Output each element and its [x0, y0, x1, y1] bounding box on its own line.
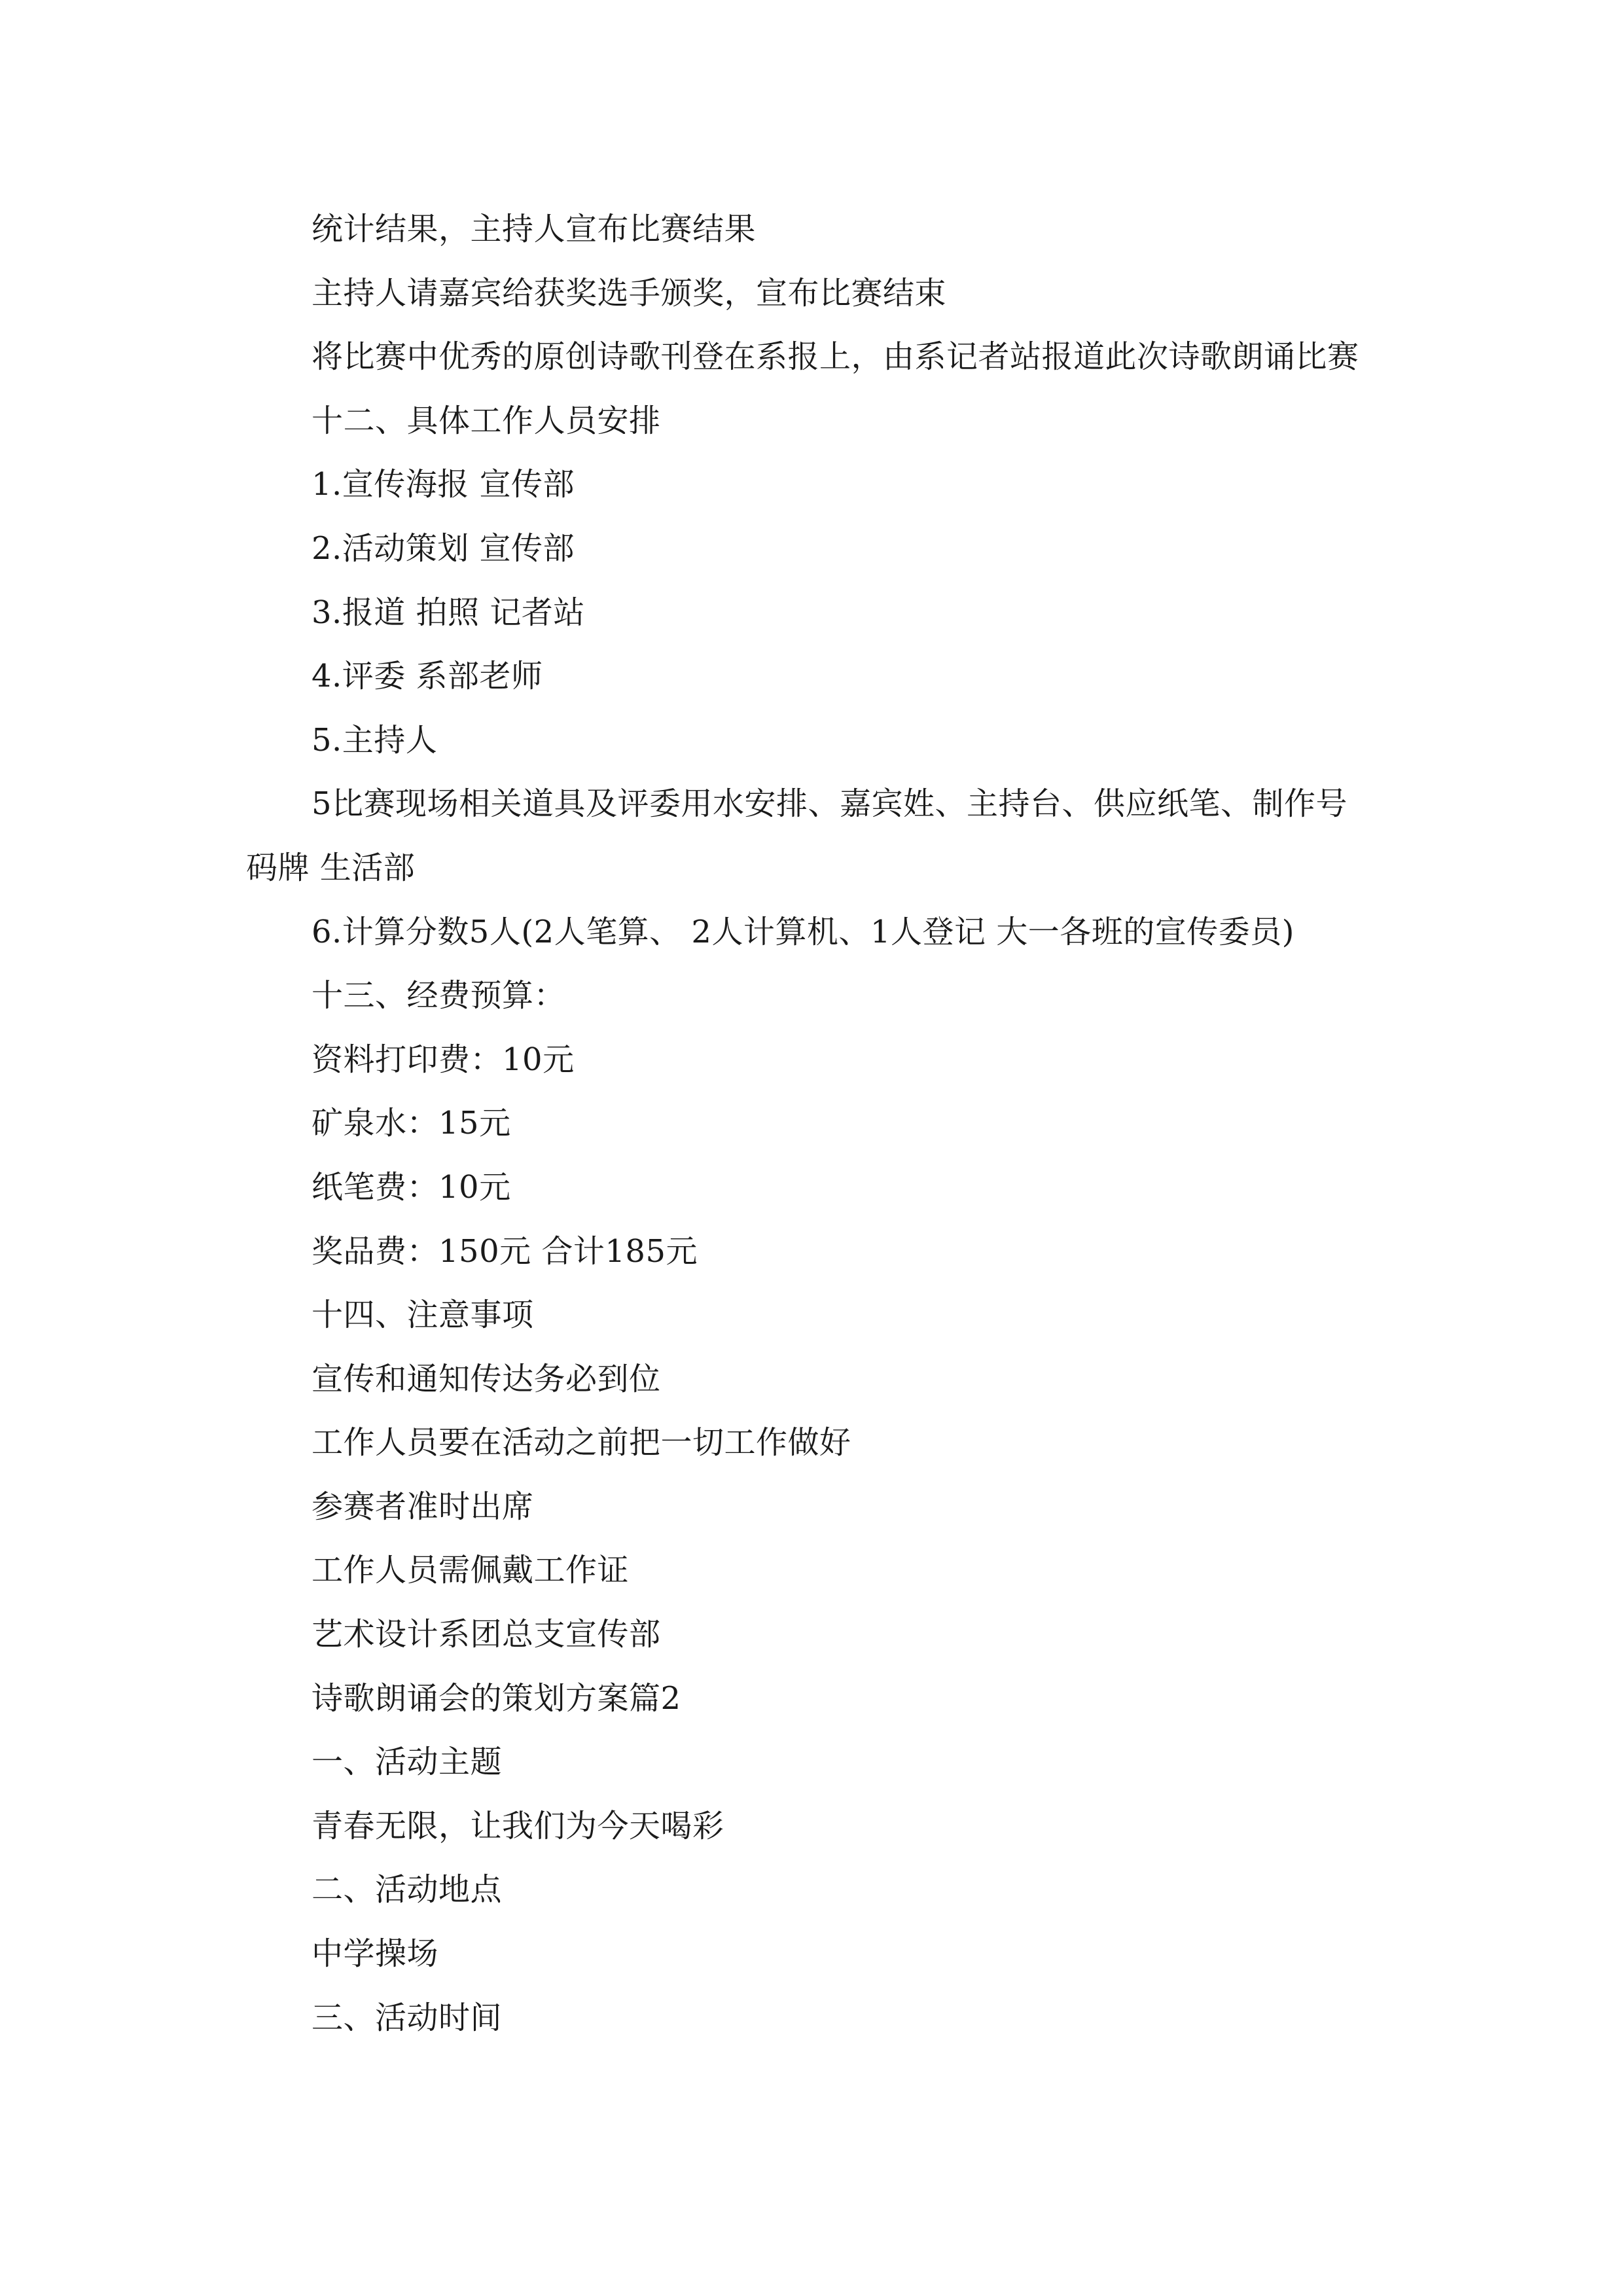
budget-item: 资料打印费：10元 — [312, 1041, 575, 1078]
list-item: 5比赛现场相关道具及评委用水安排、嘉宾姓、主持台、供应纸笔、制作号码牌 生活部 — [246, 785, 1348, 886]
paragraph: 参赛者准时出席 — [312, 1488, 534, 1525]
list-item: 4.评委 系部老师 — [312, 658, 543, 695]
list-item: 5.主持人 — [312, 721, 438, 759]
signature-line: 艺术设计系团总支宣传部 — [312, 1616, 661, 1653]
document-body — [246, 198, 1378, 2050]
section-heading: 三、活动时间 — [312, 1999, 503, 2036]
list-item: 3.报道 拍照 记者站 — [312, 594, 585, 631]
paragraph: 将比赛中优秀的原创诗歌刊登在系报上，由系记者站报道此次诗歌朗诵比赛 — [312, 338, 1359, 376]
budget-item: 奖品费：150元 合计185元 — [312, 1232, 698, 1270]
budget-item: 矿泉水：15元 — [312, 1105, 511, 1142]
paragraph: 统计结果，主持人宣布比赛结果 — [312, 211, 757, 247]
section-heading: 十二、具体工作人员安排 — [312, 402, 661, 439]
budget-item: 纸笔费：10元 — [312, 1168, 511, 1206]
paragraph: 工作人员需佩戴工作证 — [312, 1552, 630, 1589]
list-item: 2.活动策划 宣传部 — [312, 529, 575, 567]
list-item: 6.计算分数5人(2人笔算、 2人计算机、1人登记 大一各班的宣传委员) — [312, 913, 1294, 950]
list-item: 1.宣传海报 宣传部 — [312, 466, 575, 503]
paragraph: 工作人员要在活动之前把一切工作做好 — [312, 1424, 851, 1462]
document-title: 诗歌朗诵会的策划方案篇2 — [312, 1679, 681, 1717]
section-heading: 十四、注意事项 — [312, 1297, 534, 1334]
section-heading: 一、活动主题 — [312, 1744, 503, 1781]
section-heading: 十三、经费预算： — [312, 977, 566, 1014]
section-heading: 二、活动地点 — [312, 1871, 503, 1909]
paragraph: 主持人请嘉宾给获奖选手颁奖，宣布比赛结束 — [312, 274, 947, 312]
paragraph: 宣传和通知传达务必到位 — [312, 1360, 661, 1397]
paragraph: 青春无限，让我们为今天喝彩 — [312, 1807, 724, 1844]
paragraph: 中学操场 — [312, 1935, 439, 1973]
